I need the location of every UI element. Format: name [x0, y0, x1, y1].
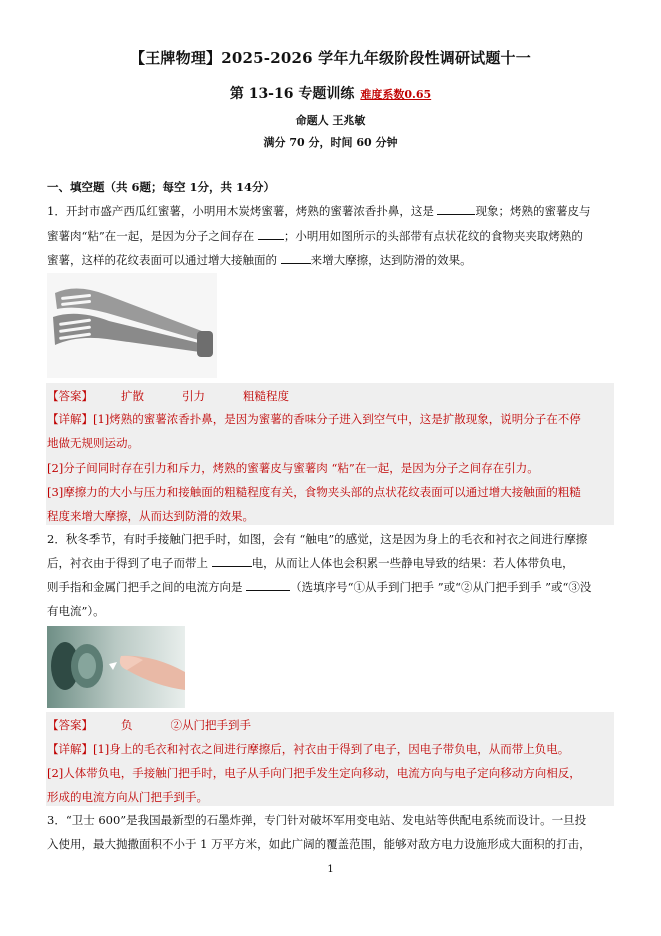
q1-detail-1: 【详解】[1]烤熟的蜜薯浓香扑鼻，是因为蜜薯的香味分子进入到空气中，这是扩散现象，说明分子在不停 [47, 412, 581, 426]
blank [246, 579, 290, 591]
q1-text-3b: 来增大摩擦，达到防滑的效果。 [310, 253, 472, 267]
q2-text-3b: （选填序号“ [290, 580, 354, 594]
q2-line-2 [47, 555, 619, 571]
answer-label: 【答案】 [47, 389, 93, 403]
score-line: 满分 70 分，时间 60 分钟 [263, 136, 398, 149]
q3-line-1: 3．“卫士 600”是我国最新型的石墨炸弹，专门针对破坏军用变电站、发电站等供配电系统而设计。一旦投 [47, 813, 587, 827]
blank [281, 252, 311, 264]
q2-text-3a: 则手指和金属门把手之间的电流方向是 [47, 580, 247, 594]
q1-text-3a: 蜜薯，这样的花纹表面可以通过增大接触面的 [47, 253, 281, 267]
answer-1: 负 [121, 718, 133, 732]
option-1: 从手到门把手 ”或“ [365, 580, 461, 594]
q1-detail-3: [2]分子间同时存在引力和斥力，烤熟的蜜薯皮与蜜薯肉 “粘”在一起，是因为分子之间存在引力。 [47, 461, 539, 475]
q1-detail-4: [3]摩擦力的大小与压力和接触面的粗糙程度有关，食物夹头部的点状花纹表面可以通过增大接触面的粗糙 [47, 485, 581, 499]
option-3: 没 [579, 580, 592, 594]
subtitle-text: 第 13-16 专题训练 [229, 86, 355, 102]
blank [212, 555, 252, 567]
option-3-number: ③ [568, 580, 580, 594]
q2-answer-line [47, 717, 251, 733]
q2-text-2b: 电，从而让人体也会积累一些静电导致的结果：若人体带负电， [251, 556, 574, 570]
page-title: 【王牌物理】2025-2026 学年九年级阶段性调研试题十一 [130, 49, 531, 67]
answer-2: ②从门把手到手 [170, 718, 251, 732]
answer-1: 扩散 [121, 389, 144, 403]
q1-answer-line [47, 388, 289, 404]
answer-label: 【答案】 [47, 718, 93, 732]
q2-text-2a: 后，衬衣由于得到了电子而带上 [47, 556, 212, 570]
q1-line-3 [47, 252, 619, 268]
q1-text-2a: 蜜薯肉“粘”在一起，是因为分子之间存在 [47, 229, 258, 243]
answer-2: 引力 [182, 389, 205, 403]
blank [258, 228, 284, 240]
q3-line-2: 入使用，最大抛撒面积不小于 1 万平方米，如此广阔的覆盖范围，能够对敌方电力设施形成大面积的打击， [47, 837, 591, 851]
q2-detail-1: 【详解】[1]身上的毛衣和衬衣之间进行摩擦后，衬衣由于得到了电子，因电子带负电，从而带上负电。 [47, 742, 570, 756]
q2-detail-2: [2]人体带负电，手接触门把手时，电子从手向门把手发生定向移动，电流方向与电子定向移动方向相反， [47, 766, 581, 780]
q2-detail-3: 形成的电流方向从门把手到手。 [47, 790, 208, 804]
q2-line-1: 2．秋冬季节，有时手接触门把手时，如图，会有 “触电”的感觉，这是因为身上的毛衣和衬衣之间进行摩擦 [47, 532, 588, 546]
option-2-number: ② [460, 580, 473, 594]
answer-3: 粗糙程度 [243, 389, 289, 403]
difficulty-label: 难度系数0.65 [360, 88, 432, 101]
q1-line-1 [47, 203, 619, 219]
option-1-number: ① [353, 580, 366, 594]
author-line: 命题人 王兆敏 [295, 114, 366, 127]
q1-detail-2: 地做无规则运动。 [47, 436, 139, 450]
page-number: 1 [327, 864, 334, 875]
q1-line-2 [47, 228, 619, 244]
q1-answer-box [46, 383, 614, 525]
option-2: 从门把手到手 ”或“ [472, 580, 569, 594]
q2-line-3 [47, 579, 619, 595]
q1-text-1a: 1．开封市盛产西瓜红蜜薯，小明用木炭烤蜜薯，烤熟的蜜薯浓香扑鼻，这是 [47, 204, 438, 218]
subtitle [0, 83, 661, 103]
section-heading: 一、填空题（共 6题；每空 1分，共 14分） [47, 180, 276, 194]
q2-line-4: 有电流”）。 [47, 604, 105, 618]
q1-text-1b: 现象；烤熟的蜜薯皮与 [475, 204, 591, 218]
q1-detail-5: 程度来增大摩擦，从而达到防滑的效果。 [47, 509, 254, 523]
q1-text-2b: ；小明用如图所示的头部带有点状花纹的食物夹夹取烤熟的 [283, 229, 583, 243]
blank [437, 203, 475, 215]
tongs-image [47, 273, 217, 378]
door-handle-image [47, 626, 185, 708]
